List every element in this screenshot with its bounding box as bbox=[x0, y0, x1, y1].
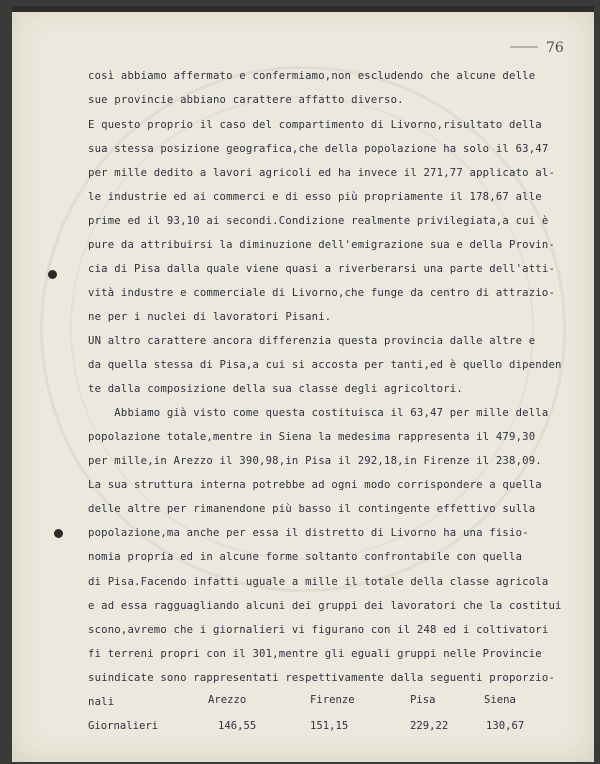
column-header: Siena bbox=[484, 694, 516, 706]
text-line: La sua struttura interna potrebbe ad ogni modo corrispondere a quella bbox=[88, 479, 542, 491]
page-number: 76 bbox=[546, 40, 564, 56]
text-line: così abbiamo affermato e confermiamo,non escludendo che alcune delle bbox=[88, 70, 536, 82]
text-line: ne per i nuclei di lavoratori Pisani. bbox=[88, 311, 332, 323]
punch-hole-lower bbox=[54, 529, 63, 538]
text-line: pure da attribuirsi la diminuzione dell'emigrazione sua e della Provin- bbox=[88, 239, 556, 251]
column-header: Arezzo bbox=[208, 694, 247, 706]
text-line: sue provincie abbiano carattere affatto diverso. bbox=[88, 94, 404, 106]
text-line: cia di Pisa dalla quale viene quasi a riverberarsi una parte dell'atti- bbox=[88, 263, 556, 275]
text-line: nomia propria ed in alcune forme soltanto confrontabile con quella bbox=[88, 551, 523, 563]
table-cell: 146,55 bbox=[218, 720, 257, 732]
text-line: scono,avremo che i giornalieri vi figurano con il 248 ed i coltivatori bbox=[88, 624, 549, 636]
table-cell: 229,22 bbox=[410, 720, 449, 732]
text-line: vità industre e commerciale di Livorno,che funge da centro di attrazio- bbox=[88, 287, 556, 299]
text-line: delle altre per rimanendone più basso il contingente effettivo sulla bbox=[88, 503, 536, 515]
table-cell: 151,15 bbox=[310, 720, 349, 732]
text-line: te dalla composizione della sua classe degli agricoltori. bbox=[88, 383, 463, 395]
row-label: Giornalieri bbox=[88, 720, 159, 732]
text-line: Abbiamo già visto come questa costituisca il 63,47 per mille della bbox=[88, 407, 549, 419]
text-line: prime ed il 93,10 ai secondi.Condizione realmente privilegiata,a cui è bbox=[88, 215, 549, 227]
document-page bbox=[12, 6, 594, 762]
text-line: di Pisa.Facendo infatti uguale a mille il totale della classe agricola bbox=[88, 576, 549, 588]
text-line: suindicate sono rappresentati respettivamente dalla seguenti proporzio- bbox=[88, 672, 556, 684]
text-line: E questo proprio il caso del compartimento di Livorno,risultato della bbox=[88, 119, 542, 131]
text-line: per mille,in Arezzo il 390,98,in Pisa il 292,18,in Firenze il 238,09. bbox=[88, 455, 542, 467]
text-line: e ad essa ragguagliando alcuni dei gruppi dei lavoratori che la costitui bbox=[88, 600, 562, 612]
text-line: da quella stessa di Pisa,a cui si accosta per tanti,ed è quello dipenden bbox=[88, 359, 562, 371]
pencil-mark bbox=[510, 46, 538, 48]
page-top-border bbox=[12, 6, 594, 12]
text-line: popolazione totale,mentre in Siena la medesima rappresenta il 479,30 bbox=[88, 431, 536, 443]
text-line: nali bbox=[88, 696, 115, 708]
text-line: sua stessa posizione geografica,che della popolazione ha solo il 63,47 bbox=[88, 143, 549, 155]
text-line: le industrie ed ai commerci e di esso più propriamente il 178,67 alle bbox=[88, 191, 542, 203]
column-header: Firenze bbox=[310, 694, 355, 706]
column-header: Pisa bbox=[410, 694, 436, 706]
text-line: fi terreni propri con il 301,mentre gli eguali gruppi nelle Provincie bbox=[88, 648, 542, 660]
punch-hole-upper bbox=[48, 270, 57, 279]
text-line: per mille dedito a lavori agricoli ed ha invece il 271,77 applicato al- bbox=[88, 167, 556, 179]
text-line: popolazione,ma anche per essa il distretto di Livorno ha una fisio- bbox=[88, 527, 529, 539]
table-cell: 130,67 bbox=[486, 720, 525, 732]
text-line: UN altro carattere ancora differenzia questa provincia dalle altre e bbox=[88, 335, 536, 347]
